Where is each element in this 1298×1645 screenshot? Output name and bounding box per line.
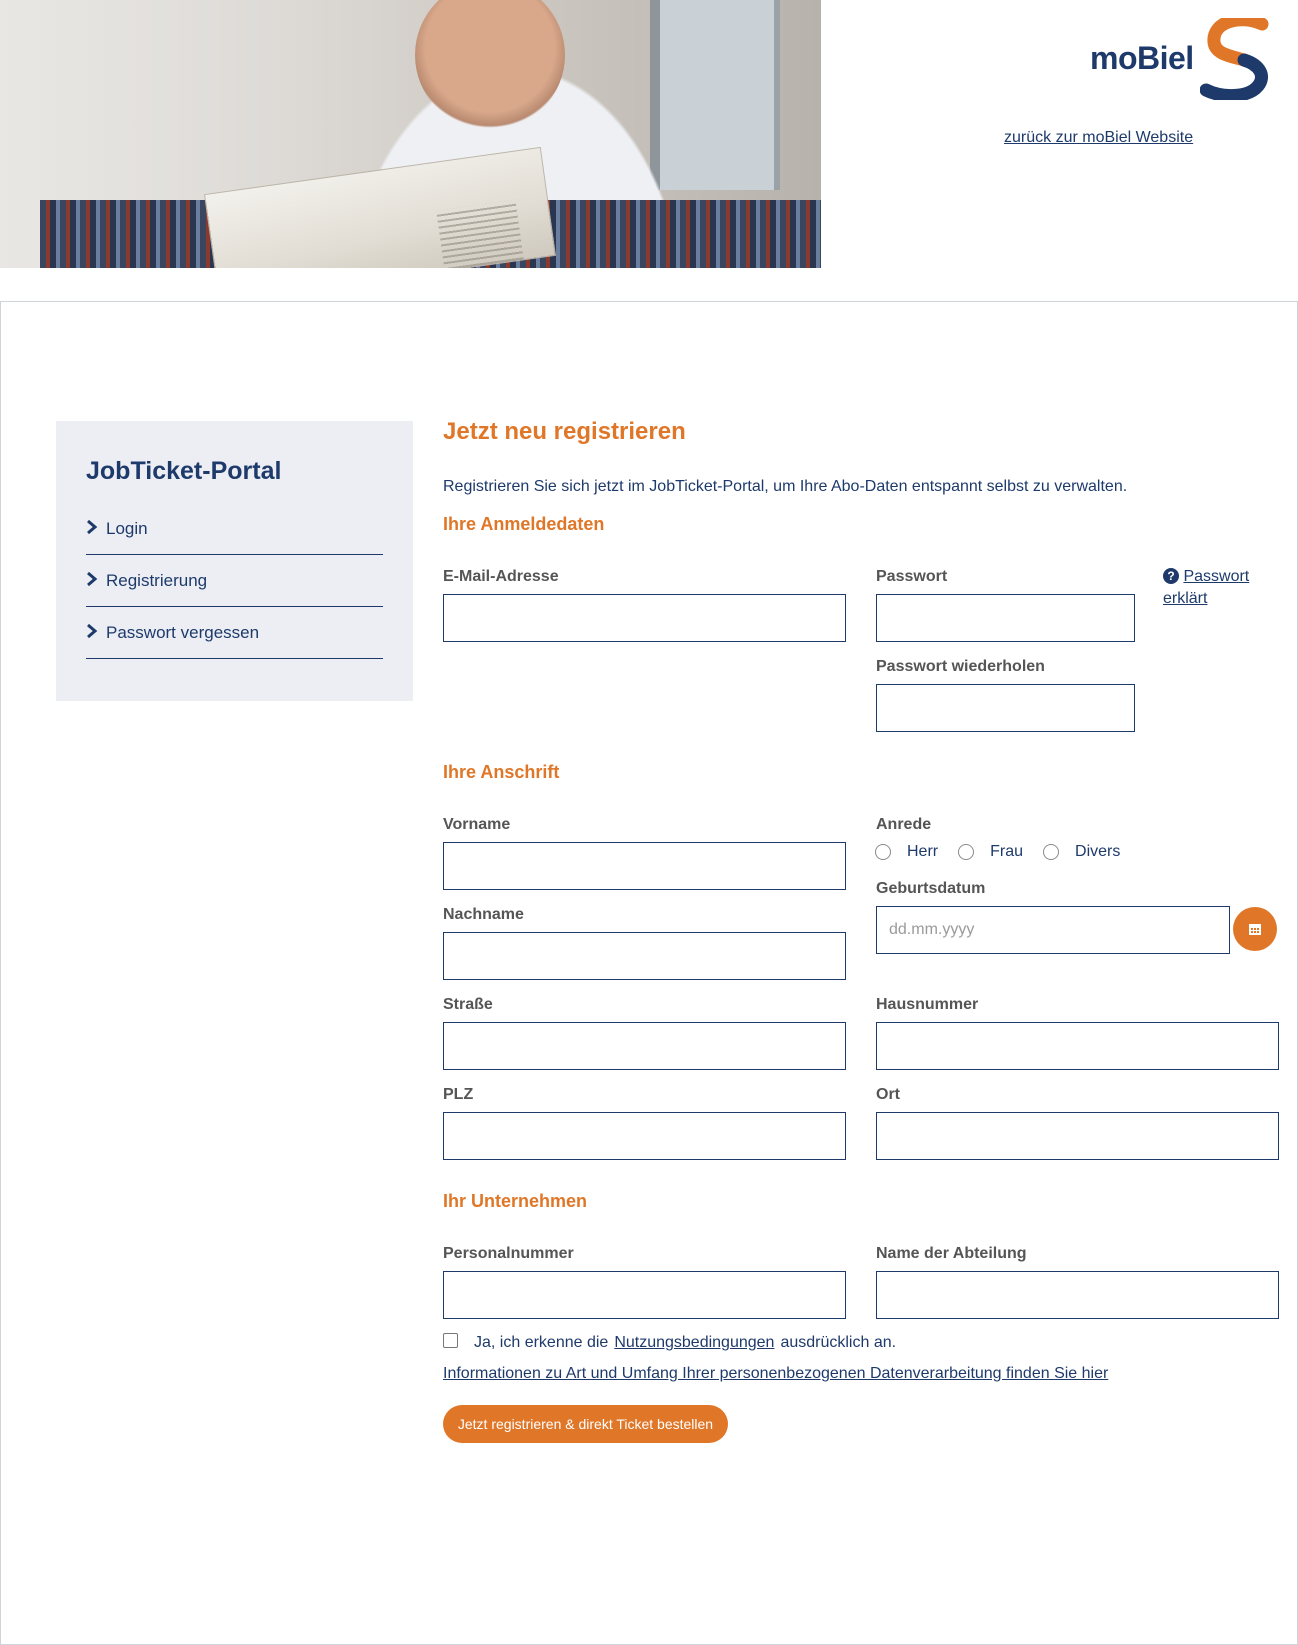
zip-label: PLZ: [443, 1086, 474, 1103]
personnel-number-label: Personalnummer: [443, 1245, 574, 1262]
password-repeat-label: Passwort wiederholen: [876, 658, 1045, 675]
salutation-radio-frau[interactable]: [958, 844, 974, 860]
terms-suffix: ausdrücklich an.: [780, 1334, 897, 1351]
salutation-label: Anrede: [876, 816, 932, 833]
department-field[interactable]: [876, 1271, 1279, 1319]
birthdate-field[interactable]: [876, 906, 1230, 954]
chevron-right-icon: [86, 623, 106, 643]
password-repeat-field[interactable]: [876, 684, 1135, 732]
back-to-website-link[interactable]: zurück zur moBiel Website: [1004, 129, 1194, 146]
city-label: Ort: [876, 1086, 900, 1103]
salutation-radio-group: [875, 843, 1140, 861]
sidebar-title: JobTicket-Portal: [86, 457, 282, 485]
firstname-label: Vorname: [443, 816, 511, 833]
sidebar-item-login[interactable]: [86, 503, 383, 555]
personnel-number-field[interactable]: [443, 1271, 846, 1319]
terms-prefix: Ja, ich erkenne die: [474, 1334, 609, 1351]
email-field[interactable]: [443, 594, 846, 642]
password-help-link[interactable]: [1163, 566, 1273, 610]
housenumber-label: Hausnummer: [876, 996, 979, 1013]
privacy-info-link[interactable]: Informationen zu Art und Umfang Ihrer personenbezogenen Datenverarbeitung finden Sie hier: [443, 1365, 1109, 1382]
department-label: Name der Abteilung: [876, 1245, 1027, 1262]
birthdate-label: Geburtsdatum: [876, 880, 986, 897]
terms-text: [474, 1334, 896, 1352]
city-field[interactable]: [876, 1112, 1279, 1160]
password-help-text: Passwort erklärt: [1163, 568, 1250, 607]
salutation-option-label: Divers: [1075, 843, 1121, 860]
question-circle-icon: ?: [1163, 568, 1179, 584]
sidebar-item-registration[interactable]: [86, 555, 383, 607]
sidebar-item-label: Login: [106, 518, 148, 538]
salutation-radio-herr[interactable]: [875, 844, 891, 860]
section-title-address: Ihre Anschrift: [443, 762, 560, 782]
street-field[interactable]: [443, 1022, 846, 1070]
header-image: [0, 0, 821, 268]
sidebar-nav: [86, 503, 383, 659]
password-label: Passwort: [876, 568, 948, 585]
sidebar-item-label: Registrierung: [106, 570, 208, 590]
chevron-right-icon: [86, 519, 106, 539]
logo-text: moBiel: [1090, 40, 1194, 76]
lastname-field[interactable]: [443, 932, 846, 980]
calendar-button[interactable]: [1233, 907, 1277, 951]
salutation-option-label: Frau: [990, 843, 1024, 860]
terms-checkbox[interactable]: [443, 1333, 458, 1348]
street-label: Straße: [443, 996, 493, 1013]
register-submit-button[interactable]: Jetzt registrieren & direkt Ticket bestellen: [443, 1405, 728, 1443]
housenumber-field[interactable]: [876, 1022, 1279, 1070]
section-title-company: Ihr Unternehmen: [443, 1191, 588, 1211]
terms-link[interactable]: Nutzungsbedingungen: [614, 1334, 775, 1351]
firstname-field[interactable]: [443, 842, 846, 890]
chevron-right-icon: [86, 571, 106, 591]
calendar-icon: [1248, 922, 1262, 936]
mobiel-logo[interactable]: [1090, 18, 1270, 100]
sidebar: [56, 421, 413, 701]
email-label: E-Mail-Adresse: [443, 568, 559, 585]
intro-text: Registrieren Sie sich jetzt im JobTicket-Portal, um Ihre Abo-Daten entspannt selbst zu verwalten.: [443, 478, 1128, 495]
newspaper-text: [436, 200, 524, 268]
sidebar-item-label: Passwort vergessen: [106, 622, 260, 642]
sidebar-item-forgot-password[interactable]: [86, 607, 383, 659]
zip-field[interactable]: [443, 1112, 846, 1160]
password-field[interactable]: [876, 594, 1135, 642]
lastname-label: Nachname: [443, 906, 524, 923]
logo-mark-icon: [1200, 18, 1270, 100]
salutation-radio-divers[interactable]: [1043, 844, 1059, 860]
salutation-option-label: Herr: [907, 843, 939, 860]
page-title: Jetzt neu registrieren: [443, 418, 686, 445]
section-title-login: Ihre Anmeldedaten: [443, 514, 605, 534]
